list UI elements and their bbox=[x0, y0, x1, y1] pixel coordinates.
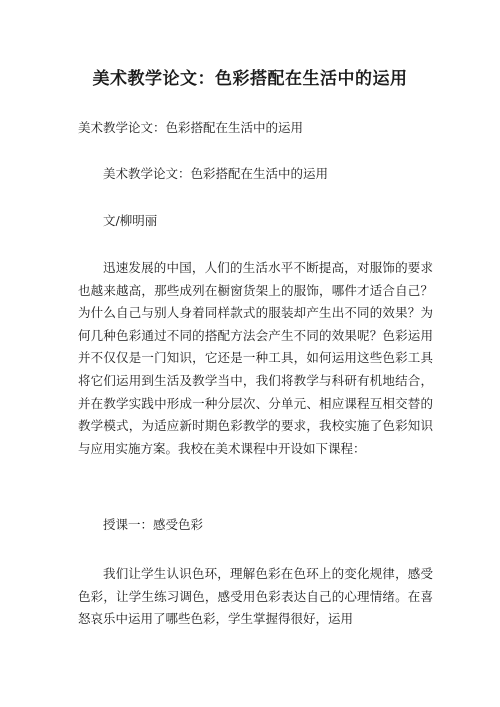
document-subtitle-repeat: 美术教学论文：色彩搭配在生活中的运用 bbox=[103, 166, 329, 181]
section-heading: 授课一：感受色彩 bbox=[103, 517, 204, 532]
body-paragraph: 我们让学生认识色环，理解色彩在色环上的变化规律，感受色彩，让学生练习调色，感受用色彩表达自己的心理情绪。在喜怒哀乐中运用了哪些色彩，学生掌握得很好，运用 bbox=[78, 566, 433, 627]
document-subtitle: 美术教学论文：色彩搭配在生活中的运用 bbox=[78, 120, 304, 135]
body-paragraph: 迅速发展的中国，人们的生活水平不断提高，对服饰的要求也越来越高，那些成列在橱窗货架上的服饰，哪件才适合自己？为什么自己与别人身着同样款式的服装却产生出不同的效果？为何几种色彩通过不同的搭配方法会产生不同的效果呢？色彩运用并不仅仅是一门知识，它还是一种工具，如何运用这些色彩工具将它们运用到生活及教学当中，我们将教学与科研有机地结合，并在教学实践中形成一种分层次、分单元、相应课程互相交替的教学模式，为适应新时期色彩教学的要求，我校实施了色彩知识与应用实施方案。我校在美术课程中开设如下课程： bbox=[78, 260, 433, 456]
author-line: 文/柳明丽 bbox=[103, 213, 158, 228]
document-title: 美术教学论文：色彩搭配在生活中的运用 bbox=[92, 69, 408, 89]
